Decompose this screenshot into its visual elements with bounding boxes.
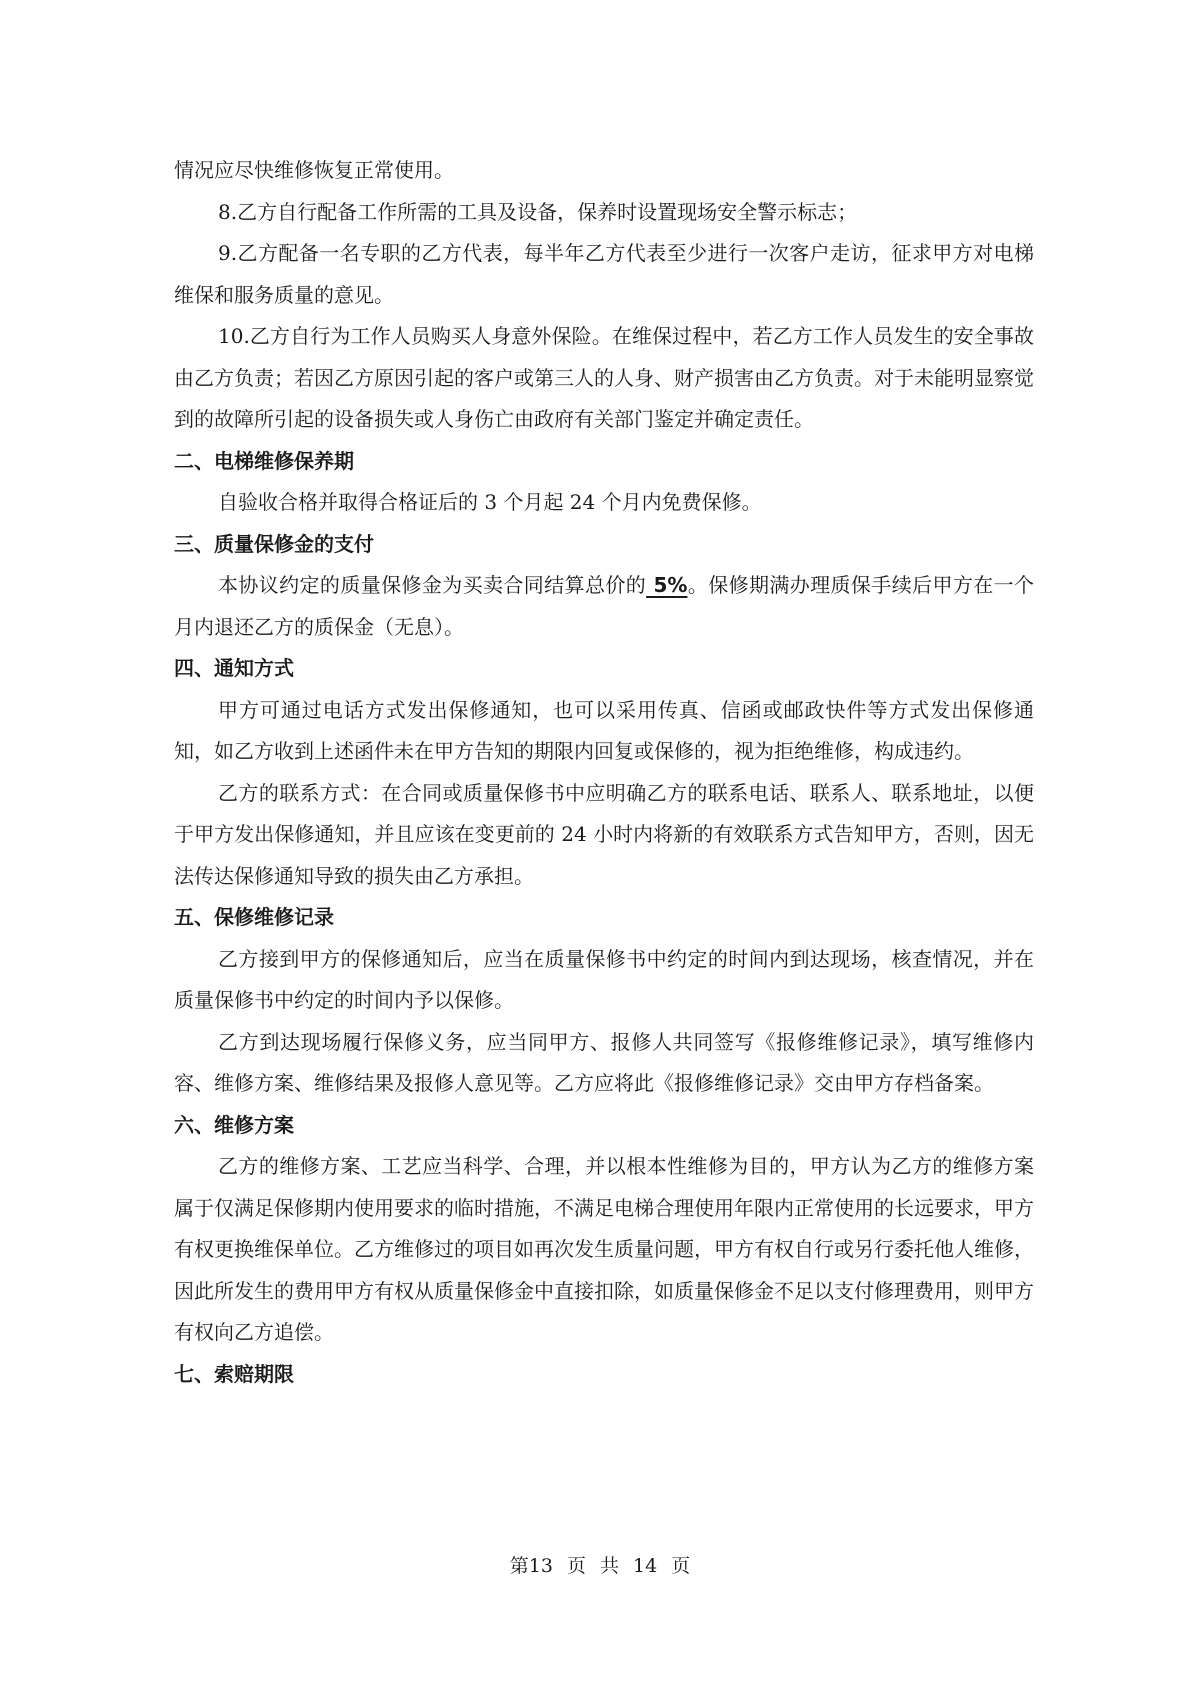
section-heading: 二、电梯维修保养期 — [174, 448, 354, 473]
paragraph — [174, 565, 1034, 648]
paragraph: 乙方的联系方式：在合同或质量保修书中应明确乙方的联系电话、联系人、联系地址，以便于甲方发出保修通知，并且应该在变更前的 24 小时内将新的有效联系方式告知甲方，否则，因无法传达保修通知导致的损失由乙方承担。 — [174, 780, 1034, 888]
page-label-prefix: 第 — [509, 1555, 529, 1577]
paragraph: 乙方接到甲方的保修通知后，应当在质量保修书中约定的时间内到达现场，核查情况，并在质量保修书中约定的时间内予以保修。 — [174, 946, 1034, 1012]
paragraph: 甲方可通过电话方式发出保修通知，也可以采用传真、信函或邮政快件等方式发出保修通知，如乙方收到上述函件未在甲方告知的期限内回复或保修的，视为拒绝维修，构成违约。 — [174, 697, 1034, 763]
page-label-mid: 页 — [566, 1555, 586, 1577]
document-body — [174, 150, 1034, 1395]
page-number-current: 13 — [528, 1555, 553, 1577]
paragraph: 乙方到达现场履行保修义务，应当同甲方、报修人共同签写《报修维修记录》，填写维修内容、维修方案、维修结果及报修人意见等。乙方应将此《报修维修记录》交由甲方存档备案。 — [174, 1029, 1034, 1095]
section-heading: 四、通知方式 — [174, 656, 294, 680]
paragraph-text: 。保修期满办理质保手续后甲方在一个月内退还乙方的质保金（无息）。 — [174, 573, 1035, 639]
page-label-suffix: 页 — [671, 1555, 691, 1577]
section-heading: 六、维修方案 — [174, 1112, 294, 1137]
section-heading: 五、保修维修记录 — [174, 905, 334, 929]
section-heading: 七、索赔期限 — [174, 1361, 294, 1386]
paragraph: 乙方的维修方案、工艺应当科学、合理，并以根本性维修为目的，甲方认为乙方的维修方案属于仅满足保修期内使用要求的临时措施，不满足电梯合理使用年限内正常使用的长远要求，甲方有权更换维保单位。乙方维修过的项目如再次发生质量问题，甲方有权自行或另行委托他人维修，因此所发生的费用甲方有权从质量保修金中直接扣除，如质量保修金不足以支付修理费用，则甲方有权向乙方追偿。 — [174, 1154, 1034, 1344]
section-heading: 三、质量保修金的支付 — [174, 531, 374, 556]
paragraph: 自验收合格并取得合格证后的 3 个月起 24 个月内免费保修。 — [218, 490, 762, 514]
page-number-total: 14 — [633, 1555, 658, 1577]
paragraph-text: 本协议约定的质量保修金为买卖合同结算总价的 — [218, 573, 647, 597]
total-label: 共 — [600, 1555, 620, 1577]
underlined-percentage: 5% — [646, 573, 688, 597]
paragraph: 8.乙方自行配备工作所需的工具及设备，保养时设置现场安全警示标志； — [218, 199, 858, 224]
paragraph: 9.乙方配备一名专职的乙方代表，每半年乙方代表至少进行一次客户走访，征求甲方对电梯维保和服务质量的意见。 — [174, 241, 1034, 307]
page-footer — [0, 1553, 1200, 1579]
paragraph: 10.乙方自行为工作人员购买人身意外保险。在维保过程中，若乙方工作人员发生的安全事故由乙方负责；若因乙方原因引起的客户或第三人的人身、财产损害由乙方负责。对于未能明显察觉到的故障所引起的设备损失或人身伤亡由政府有关部门鉴定并确定责任。 — [174, 324, 1034, 431]
paragraph: 情况应尽快维修恢复正常使用。 — [174, 158, 454, 182]
